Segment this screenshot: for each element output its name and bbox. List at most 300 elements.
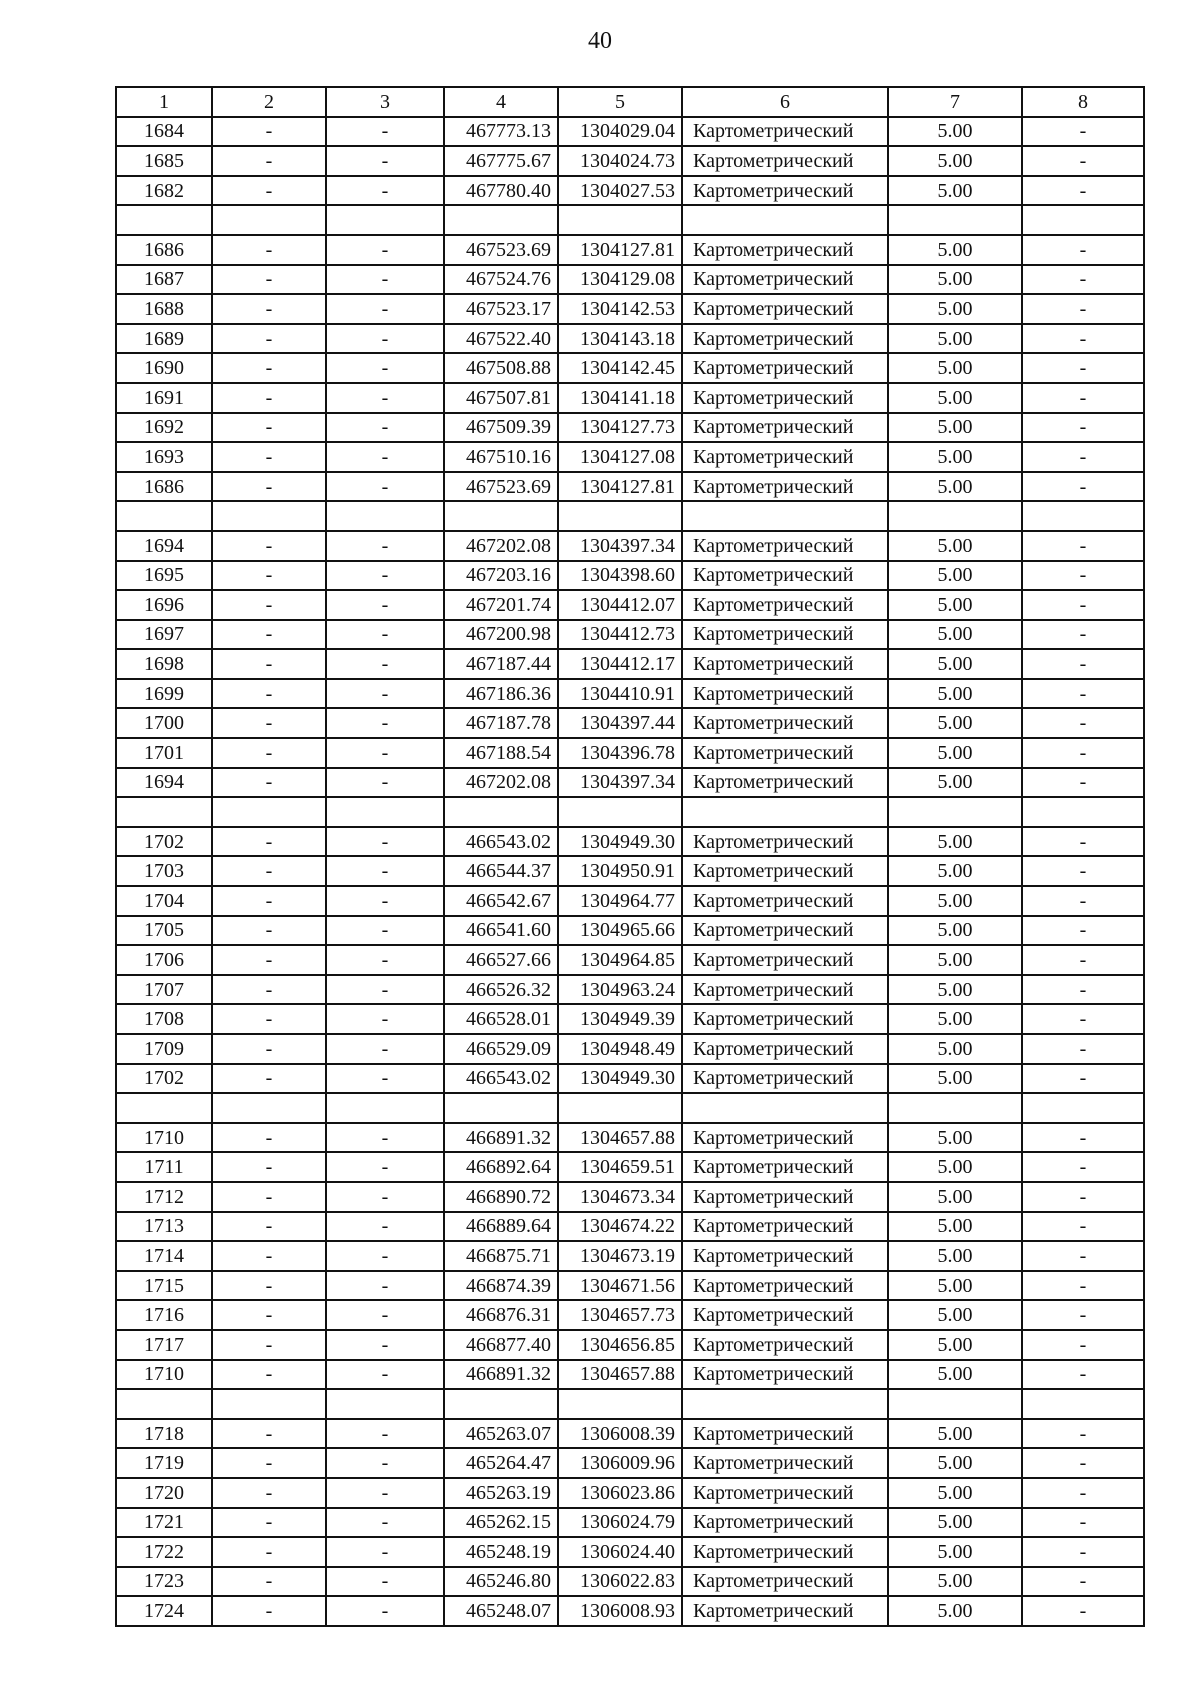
table-row [116,1212,1144,1242]
point-number-cell: 1694 [116,531,212,561]
table-row [116,1300,1144,1330]
column-header-7: 7 [888,87,1022,117]
method-cell: Картометрический [682,1567,888,1597]
x-coordinate-cell: 467202.08 [444,531,558,561]
x-coordinate-cell: 467510.16 [444,442,558,472]
col-8-cell: - [1022,649,1144,679]
empty-cell [444,1389,558,1419]
column-header-5: 5 [558,87,682,117]
col-2-cell: - [212,1537,326,1567]
col-8-cell: - [1022,1152,1144,1182]
empty-cell [1022,501,1144,531]
col-8-cell: - [1022,1508,1144,1538]
method-cell: Картометрический [682,353,888,383]
col-3-cell: - [326,117,444,147]
empty-cell [558,501,682,531]
col-2-cell: - [212,649,326,679]
col-2-cell: - [212,146,326,176]
y-coordinate-cell: 1306024.40 [558,1537,682,1567]
col-2-cell: - [212,1330,326,1360]
col-8-cell: - [1022,1004,1144,1034]
column-header-2: 2 [212,87,326,117]
method-cell: Картометрический [682,649,888,679]
method-cell: Картометрический [682,679,888,709]
col-8-cell: - [1022,442,1144,472]
col-2-cell: - [212,235,326,265]
method-cell: Картометрический [682,1508,888,1538]
y-coordinate-cell: 1304397.34 [558,768,682,798]
table-row [116,1448,1144,1478]
accuracy-cell: 5.00 [888,590,1022,620]
point-number-cell: 1708 [116,1004,212,1034]
col-2-cell: - [212,856,326,886]
accuracy-cell: 5.00 [888,1508,1022,1538]
x-coordinate-cell: 467523.69 [444,235,558,265]
empty-cell [888,1093,1022,1123]
accuracy-cell: 5.00 [888,146,1022,176]
point-number-cell: 1684 [116,117,212,147]
table-row [116,383,1144,413]
table-row [116,1034,1144,1064]
col-8-cell: - [1022,1330,1144,1360]
col-8-cell: - [1022,738,1144,768]
point-number-cell: 1719 [116,1448,212,1478]
empty-cell [326,797,444,827]
method-cell: Картометрический [682,294,888,324]
y-coordinate-cell: 1304673.19 [558,1241,682,1271]
x-coordinate-cell: 466891.32 [444,1123,558,1153]
accuracy-cell: 5.00 [888,294,1022,324]
method-cell: Картометрический [682,265,888,295]
col-8-cell: - [1022,294,1144,324]
accuracy-cell: 5.00 [888,1596,1022,1626]
x-coordinate-cell: 466890.72 [444,1182,558,1212]
col-3-cell: - [326,324,444,354]
page-number: 40 [588,28,612,54]
y-coordinate-cell: 1304410.91 [558,679,682,709]
x-coordinate-cell: 466876.31 [444,1300,558,1330]
point-number-cell: 1710 [116,1123,212,1153]
empty-cell [326,1093,444,1123]
empty-cell [116,205,212,235]
col-2-cell: - [212,176,326,206]
col-3-cell: - [326,1212,444,1242]
x-coordinate-cell: 466892.64 [444,1152,558,1182]
empty-cell [116,797,212,827]
col-2-cell: - [212,1360,326,1390]
x-coordinate-cell: 466526.32 [444,975,558,1005]
col-3-cell: - [326,1478,444,1508]
y-coordinate-cell: 1304127.81 [558,235,682,265]
method-cell: Картометрический [682,768,888,798]
point-number-cell: 1706 [116,945,212,975]
y-coordinate-cell: 1304412.73 [558,620,682,650]
col-8-cell: - [1022,561,1144,591]
col-8-cell: - [1022,235,1144,265]
x-coordinate-cell: 466543.02 [444,827,558,857]
y-coordinate-cell: 1304671.56 [558,1271,682,1301]
column-header-8: 8 [1022,87,1144,117]
table-row [116,827,1144,857]
empty-cell [888,1389,1022,1419]
method-cell: Картометрический [682,117,888,147]
table-row [116,886,1144,916]
col-3-cell: - [326,1064,444,1094]
col-2-cell: - [212,1596,326,1626]
x-coordinate-cell: 466877.40 [444,1330,558,1360]
method-cell: Картометрический [682,1478,888,1508]
method-cell: Картометрический [682,1123,888,1153]
method-cell: Картометрический [682,975,888,1005]
accuracy-cell: 5.00 [888,1182,1022,1212]
y-coordinate-cell: 1304659.51 [558,1152,682,1182]
table-row [116,1004,1144,1034]
col-8-cell: - [1022,975,1144,1005]
separator-row [116,205,1144,235]
x-coordinate-cell: 467775.67 [444,146,558,176]
col-3-cell: - [326,1508,444,1538]
col-3-cell: - [326,916,444,946]
empty-cell [444,501,558,531]
accuracy-cell: 5.00 [888,353,1022,383]
col-8-cell: - [1022,353,1144,383]
empty-cell [1022,1389,1144,1419]
point-number-cell: 1722 [116,1537,212,1567]
accuracy-cell: 5.00 [888,235,1022,265]
y-coordinate-cell: 1304964.85 [558,945,682,975]
point-number-cell: 1724 [116,1596,212,1626]
accuracy-cell: 5.00 [888,472,1022,502]
col-2-cell: - [212,324,326,354]
table-row [116,975,1144,1005]
accuracy-cell: 5.00 [888,1271,1022,1301]
empty-cell [888,205,1022,235]
empty-cell [888,501,1022,531]
empty-cell [558,1389,682,1419]
x-coordinate-cell: 467187.44 [444,649,558,679]
col-3-cell: - [326,975,444,1005]
accuracy-cell: 5.00 [888,679,1022,709]
col-8-cell: - [1022,1567,1144,1597]
x-coordinate-cell: 467523.17 [444,294,558,324]
col-8-cell: - [1022,1123,1144,1153]
method-cell: Картометрический [682,1419,888,1449]
col-3-cell: - [326,413,444,443]
accuracy-cell: 5.00 [888,620,1022,650]
y-coordinate-cell: 1304657.88 [558,1123,682,1153]
method-cell: Картометрический [682,235,888,265]
col-3-cell: - [326,294,444,324]
method-cell: Картометрический [682,945,888,975]
col-3-cell: - [326,1034,444,1064]
y-coordinate-cell: 1304127.81 [558,472,682,502]
table-row [116,945,1144,975]
column-header-1: 1 [116,87,212,117]
col-2-cell: - [212,1212,326,1242]
x-coordinate-cell: 467509.39 [444,413,558,443]
y-coordinate-cell: 1306024.79 [558,1508,682,1538]
accuracy-cell: 5.00 [888,1567,1022,1597]
method-cell: Картометрический [682,1330,888,1360]
method-cell: Картометрический [682,1596,888,1626]
col-3-cell: - [326,265,444,295]
point-number-cell: 1717 [116,1330,212,1360]
table-row [116,117,1144,147]
x-coordinate-cell: 467188.54 [444,738,558,768]
col-2-cell: - [212,679,326,709]
col-2-cell: - [212,1064,326,1094]
accuracy-cell: 5.00 [888,1300,1022,1330]
col-2-cell: - [212,531,326,561]
col-2-cell: - [212,768,326,798]
point-number-cell: 1685 [116,146,212,176]
col-8-cell: - [1022,590,1144,620]
col-8-cell: - [1022,1478,1144,1508]
accuracy-cell: 5.00 [888,768,1022,798]
y-coordinate-cell: 1304396.78 [558,738,682,768]
col-8-cell: - [1022,176,1144,206]
point-number-cell: 1692 [116,413,212,443]
col-3-cell: - [326,1182,444,1212]
method-cell: Картометрический [682,856,888,886]
col-8-cell: - [1022,146,1144,176]
y-coordinate-cell: 1304397.34 [558,531,682,561]
point-number-cell: 1686 [116,235,212,265]
accuracy-cell: 5.00 [888,1123,1022,1153]
col-2-cell: - [212,1300,326,1330]
method-cell: Картометрический [682,561,888,591]
col-2-cell: - [212,1241,326,1271]
col-2-cell: - [212,1182,326,1212]
accuracy-cell: 5.00 [888,561,1022,591]
point-number-cell: 1693 [116,442,212,472]
table-row [116,1330,1144,1360]
col-3-cell: - [326,708,444,738]
point-number-cell: 1716 [116,1300,212,1330]
x-coordinate-cell: 467186.36 [444,679,558,709]
method-cell: Картометрический [682,383,888,413]
accuracy-cell: 5.00 [888,383,1022,413]
accuracy-cell: 5.00 [888,886,1022,916]
y-coordinate-cell: 1306023.86 [558,1478,682,1508]
method-cell: Картометрический [682,708,888,738]
x-coordinate-cell: 467201.74 [444,590,558,620]
col-2-cell: - [212,916,326,946]
y-coordinate-cell: 1306022.83 [558,1567,682,1597]
empty-cell [682,1093,888,1123]
point-number-cell: 1694 [116,768,212,798]
col-2-cell: - [212,1448,326,1478]
col-3-cell: - [326,886,444,916]
table-row [116,1152,1144,1182]
x-coordinate-cell: 467524.76 [444,265,558,295]
col-2-cell: - [212,413,326,443]
table-row [116,590,1144,620]
y-coordinate-cell: 1304949.30 [558,1064,682,1094]
col-2-cell: - [212,1123,326,1153]
table-row [116,1567,1144,1597]
x-coordinate-cell: 467202.08 [444,768,558,798]
col-3-cell: - [326,1152,444,1182]
empty-cell [682,501,888,531]
point-number-cell: 1690 [116,353,212,383]
x-coordinate-cell: 466543.02 [444,1064,558,1094]
accuracy-cell: 5.00 [888,324,1022,354]
table-row [116,1182,1144,1212]
table-row [116,1596,1144,1626]
col-2-cell: - [212,1419,326,1449]
x-coordinate-cell: 465262.15 [444,1508,558,1538]
table-row [116,531,1144,561]
point-number-cell: 1682 [116,176,212,206]
y-coordinate-cell: 1304657.88 [558,1360,682,1390]
col-2-cell: - [212,975,326,1005]
col-8-cell: - [1022,679,1144,709]
col-3-cell: - [326,1300,444,1330]
col-8-cell: - [1022,1034,1144,1064]
x-coordinate-cell: 466875.71 [444,1241,558,1271]
y-coordinate-cell: 1304029.04 [558,117,682,147]
method-cell: Картометрический [682,413,888,443]
x-coordinate-cell: 467200.98 [444,620,558,650]
col-3-cell: - [326,679,444,709]
method-cell: Картометрический [682,442,888,472]
col-2-cell: - [212,1271,326,1301]
x-coordinate-cell: 466874.39 [444,1271,558,1301]
accuracy-cell: 5.00 [888,916,1022,946]
x-coordinate-cell: 466528.01 [444,1004,558,1034]
col-8-cell: - [1022,945,1144,975]
method-cell: Картометрический [682,886,888,916]
x-coordinate-cell: 467203.16 [444,561,558,591]
empty-cell [888,797,1022,827]
accuracy-cell: 5.00 [888,265,1022,295]
col-8-cell: - [1022,768,1144,798]
empty-cell [1022,1093,1144,1123]
col-8-cell: - [1022,1271,1144,1301]
y-coordinate-cell: 1304948.49 [558,1034,682,1064]
method-cell: Картометрический [682,1064,888,1094]
table-row [116,1419,1144,1449]
table-row [116,146,1144,176]
y-coordinate-cell: 1306008.39 [558,1419,682,1449]
col-8-cell: - [1022,1537,1144,1567]
table-row [116,916,1144,946]
col-2-cell: - [212,442,326,472]
point-number-cell: 1702 [116,827,212,857]
col-3-cell: - [326,442,444,472]
method-cell: Картометрический [682,1537,888,1567]
point-number-cell: 1710 [116,1360,212,1390]
col-2-cell: - [212,561,326,591]
x-coordinate-cell: 466542.67 [444,886,558,916]
accuracy-cell: 5.00 [888,176,1022,206]
table-row [116,265,1144,295]
table-row [116,738,1144,768]
y-coordinate-cell: 1304412.07 [558,590,682,620]
y-coordinate-cell: 1304127.73 [558,413,682,443]
method-cell: Картометрический [682,620,888,650]
point-number-cell: 1723 [116,1567,212,1597]
accuracy-cell: 5.00 [888,1152,1022,1182]
col-8-cell: - [1022,1182,1144,1212]
point-number-cell: 1697 [116,620,212,650]
accuracy-cell: 5.00 [888,1064,1022,1094]
point-number-cell: 1712 [116,1182,212,1212]
col-3-cell: - [326,1241,444,1271]
point-number-cell: 1703 [116,856,212,886]
col-8-cell: - [1022,383,1144,413]
col-8-cell: - [1022,265,1144,295]
x-coordinate-cell: 467773.13 [444,117,558,147]
y-coordinate-cell: 1304142.45 [558,353,682,383]
point-number-cell: 1702 [116,1064,212,1094]
x-coordinate-cell: 465263.07 [444,1419,558,1449]
col-3-cell: - [326,620,444,650]
empty-cell [116,501,212,531]
col-3-cell: - [326,1537,444,1567]
point-number-cell: 1720 [116,1478,212,1508]
point-number-cell: 1711 [116,1152,212,1182]
point-number-cell: 1687 [116,265,212,295]
col-3-cell: - [326,827,444,857]
table-row [116,1123,1144,1153]
empty-cell [682,205,888,235]
accuracy-cell: 5.00 [888,1212,1022,1242]
empty-cell [326,501,444,531]
col-3-cell: - [326,1271,444,1301]
empty-cell [1022,797,1144,827]
empty-cell [1022,205,1144,235]
method-cell: Картометрический [682,1004,888,1034]
y-coordinate-cell: 1304024.73 [558,146,682,176]
point-number-cell: 1699 [116,679,212,709]
col-8-cell: - [1022,916,1144,946]
accuracy-cell: 5.00 [888,975,1022,1005]
col-3-cell: - [326,738,444,768]
empty-cell [116,1389,212,1419]
method-cell: Картометрический [682,827,888,857]
accuracy-cell: 5.00 [888,1360,1022,1390]
table-row [116,176,1144,206]
empty-cell [682,1389,888,1419]
y-coordinate-cell: 1304965.66 [558,916,682,946]
table-row [116,235,1144,265]
table-row [116,353,1144,383]
col-8-cell: - [1022,1419,1144,1449]
point-number-cell: 1698 [116,649,212,679]
col-8-cell: - [1022,1360,1144,1390]
table-row [116,472,1144,502]
table-row [116,1271,1144,1301]
accuracy-cell: 5.00 [888,442,1022,472]
y-coordinate-cell: 1304674.22 [558,1212,682,1242]
method-cell: Картометрический [682,1448,888,1478]
col-2-cell: - [212,353,326,383]
col-2-cell: - [212,886,326,916]
col-2-cell: - [212,590,326,620]
col-3-cell: - [326,472,444,502]
x-coordinate-cell: 466529.09 [444,1034,558,1064]
col-8-cell: - [1022,1064,1144,1094]
col-3-cell: - [326,353,444,383]
method-cell: Картометрический [682,590,888,620]
col-3-cell: - [326,768,444,798]
y-coordinate-cell: 1304950.91 [558,856,682,886]
method-cell: Картометрический [682,1182,888,1212]
accuracy-cell: 5.00 [888,1537,1022,1567]
accuracy-cell: 5.00 [888,738,1022,768]
